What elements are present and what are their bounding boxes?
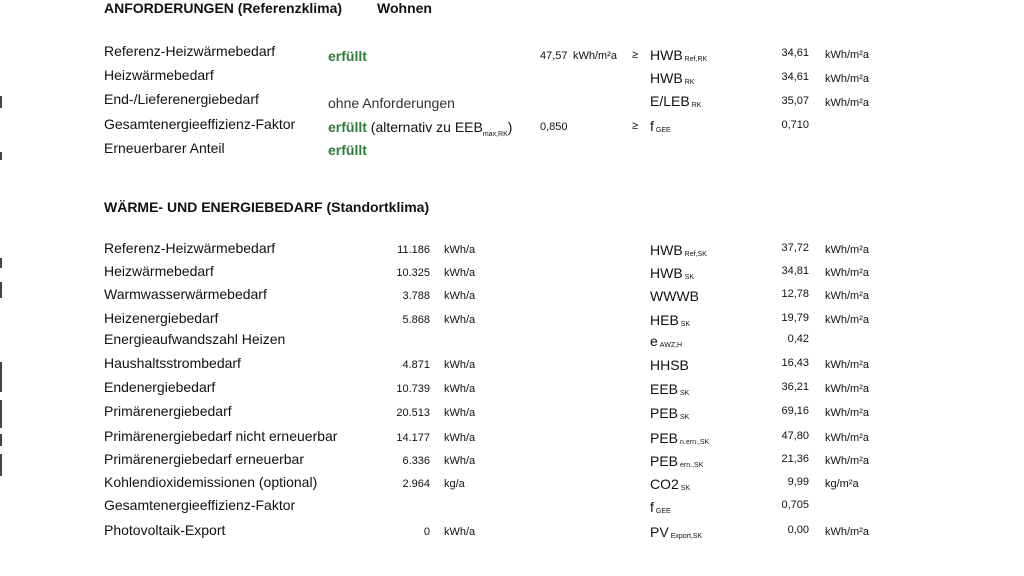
demand-absolute-unit: kWh/a: [444, 526, 476, 538]
demand-absolute-unit: kWh/a: [444, 244, 476, 256]
demand-specific-value: 16,43: [781, 357, 809, 369]
demand-specific-value: 12,78: [781, 288, 809, 300]
req-value: 0,710: [781, 119, 809, 131]
margin-mark: [0, 400, 2, 428]
demand-symbol: PEB $_{ern.,SK}$: [650, 453, 704, 469]
req-label: Referenz-Heizwärmebedarf: [104, 43, 276, 59]
demand-label: Energieaufwandszahl Heizen: [104, 331, 286, 347]
demand-absolute-value: 4.871: [402, 359, 430, 371]
demand-symbol: f $_{GEE}$: [650, 499, 671, 515]
demand-absolute-value: 20.513: [396, 407, 430, 419]
req-unit: kWh/m²a: [825, 97, 869, 109]
demand-symbol: e $_{AWZ,H}$: [650, 333, 683, 349]
req-label: Erneuerbarer Anteil: [104, 140, 225, 156]
req-symbol: f $_{GEE}$: [650, 118, 671, 134]
demand-label: Kohlendioxidemissionen (optional): [104, 474, 318, 490]
demand-absolute-unit: kWh/a: [444, 432, 476, 444]
section-heading-energy-demand: WÄRME- UND ENERGIEBEDARF (Standortklima): [104, 199, 430, 215]
demand-specific-value: 0,705: [781, 499, 809, 511]
demand-absolute-unit: kWh/a: [444, 290, 476, 302]
demand-specific-value: 0,00: [787, 524, 809, 536]
demand-label: Haushaltsstrombedarf: [104, 355, 241, 371]
demand-specific-unit: kWh/m²a: [825, 290, 869, 302]
margin-mark: [0, 96, 2, 108]
demand-symbol: WWWB: [650, 288, 699, 304]
demand-label: Referenz-Heizwärmebedarf: [104, 240, 276, 256]
demand-label: Primärenergiebedarf: [104, 403, 232, 419]
demand-specific-value: 69,16: [781, 405, 809, 417]
demand-specific-unit: kg/m²a: [825, 478, 859, 490]
margin-mark: [0, 152, 2, 160]
req-status: erfüllt: [328, 48, 367, 64]
demand-symbol: PEB $_{n.ern.,SK}$: [650, 430, 710, 446]
demand-specific-unit: kWh/m²a: [825, 407, 869, 419]
demand-absolute-value: 5.868: [402, 314, 430, 326]
req-symbol: HWB $_{Ref,RK}$: [650, 47, 708, 63]
demand-absolute-value: 10.739: [396, 383, 430, 395]
demand-specific-value: 34,81: [781, 265, 809, 277]
demand-absolute-unit: kWh/a: [444, 383, 476, 395]
demand-absolute-unit: kWh/a: [444, 267, 476, 279]
demand-absolute-unit: kWh/a: [444, 407, 476, 419]
demand-label: Heizenergiebedarf: [104, 310, 219, 326]
req-status: erfüllt: [328, 142, 367, 158]
req-operator: ≥: [632, 120, 639, 132]
demand-specific-unit: kWh/m²a: [825, 526, 869, 538]
margin-mark: [0, 454, 2, 476]
demand-symbol: PEB $_{SK}$: [650, 405, 690, 421]
demand-specific-value: 19,79: [781, 312, 809, 324]
req-reference-unit: kWh/m²a: [573, 50, 617, 62]
demand-specific-unit: kWh/m²a: [825, 314, 869, 326]
demand-specific-unit: kWh/m²a: [825, 455, 869, 467]
demand-specific-value: 37,72: [781, 242, 809, 254]
demand-absolute-value: 11.186: [397, 244, 430, 256]
demand-symbol: PV $_{Export,SK}$: [650, 524, 703, 540]
req-label: Gesamtenergieeffizienz-Faktor: [104, 116, 296, 132]
demand-label: Endenergiebedarf: [104, 379, 216, 395]
demand-absolute-value: 14.177: [396, 432, 430, 444]
margin-mark: [0, 434, 2, 446]
demand-absolute-unit: kWh/a: [444, 314, 476, 326]
demand-specific-unit: kWh/m²a: [825, 359, 869, 371]
demand-specific-unit: kWh/m²a: [825, 267, 869, 279]
section-heading-requirements: ANFORDERUNGEN (Referenzklima): [104, 0, 343, 16]
req-operator: ≥: [632, 49, 639, 61]
demand-symbol: HHSB: [650, 357, 689, 373]
req-symbol: HWB $_{RK}$: [650, 70, 695, 86]
req-symbol: E/LEB $_{RK}$: [650, 93, 702, 109]
req-value: 35,07: [781, 95, 809, 107]
demand-absolute-value: 10.325: [396, 267, 430, 279]
demand-symbol: HEB $_{SK}$: [650, 312, 691, 328]
demand-symbol: EEB $_{SK}$: [650, 381, 690, 397]
req-note: ohne Anforderungen: [328, 95, 455, 111]
req-label: Heizwärmebedarf: [104, 67, 214, 83]
demand-specific-value: 47,80: [781, 430, 809, 442]
demand-specific-unit: kWh/m²a: [825, 432, 869, 444]
demand-label: Heizwärmebedarf: [104, 263, 214, 279]
demand-absolute-unit: kWh/a: [444, 455, 476, 467]
building-category: Wohnen: [377, 0, 432, 16]
req-label: End-/Lieferenergiebedarf: [104, 91, 259, 107]
demand-specific-unit: kWh/m²a: [825, 383, 869, 395]
demand-label: Primärenergiebedarf erneuerbar: [104, 451, 304, 467]
demand-absolute-value: 2.964: [402, 478, 430, 490]
demand-label: Warmwasserwärmebedarf: [104, 286, 267, 302]
req-value: 34,61: [781, 47, 809, 59]
demand-specific-value: 36,21: [781, 381, 809, 393]
req-reference-value: 47,57: [540, 50, 568, 62]
demand-absolute-value: 3.788: [402, 290, 430, 302]
demand-label: Photovoltaik-Export: [104, 522, 226, 538]
demand-absolute-unit: kWh/a: [444, 359, 476, 371]
demand-symbol: HWB $_{Ref,SK}$: [650, 242, 707, 258]
margin-mark: [0, 258, 2, 268]
req-unit: kWh/m²a: [825, 73, 869, 85]
req-status-with-note: erfüllt (alternativ zu $EEB_{max,RK}$): [328, 119, 513, 138]
demand-absolute-value: 0: [423, 526, 430, 538]
demand-symbol: CO2 $_{SK}$: [650, 476, 691, 492]
req-unit: kWh/m²a: [825, 49, 869, 61]
req-value: 34,61: [781, 71, 809, 83]
demand-specific-value: 21,36: [781, 453, 809, 465]
margin-mark: [0, 282, 2, 298]
demand-label: Gesamtenergieeffizienz-Faktor: [104, 497, 296, 513]
demand-absolute-unit: kg/a: [444, 478, 465, 490]
demand-specific-value: 9,99: [787, 476, 809, 488]
demand-label: Primärenergiebedarf nicht erneuerbar: [104, 428, 338, 444]
req-reference-value: 0,850: [540, 121, 568, 133]
demand-symbol: HWB $_{SK}$: [650, 265, 695, 281]
demand-specific-value: 0,42: [787, 333, 809, 345]
margin-mark: [0, 362, 2, 392]
demand-specific-unit: kWh/m²a: [825, 244, 869, 256]
demand-absolute-value: 6.336: [402, 455, 430, 467]
